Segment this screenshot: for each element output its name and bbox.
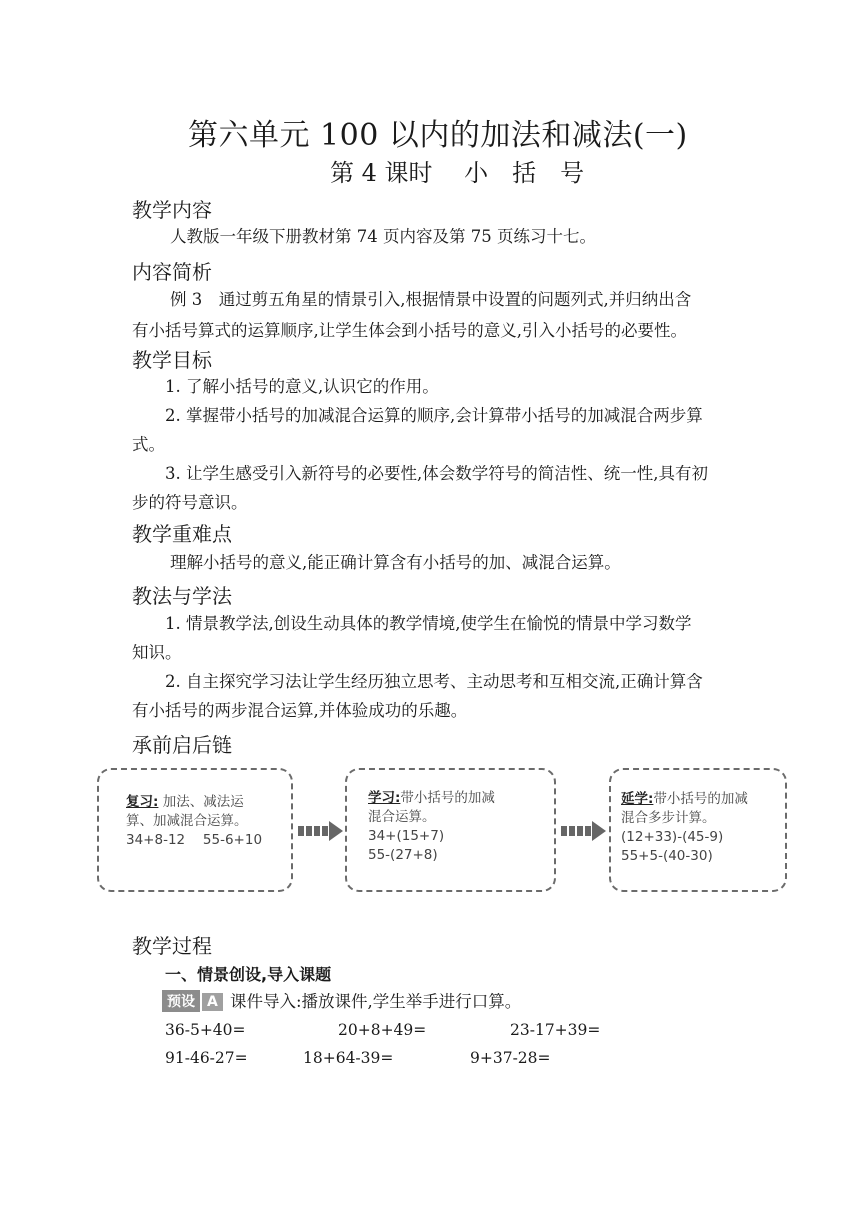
heading-methods: 教法与学法 — [132, 584, 232, 608]
lesson-subtitle: 第 4 课时 小 括 号 — [330, 159, 585, 187]
heading-summary: 内容简析 — [132, 260, 212, 284]
goal-2-line2: 式。 — [132, 435, 165, 454]
method-2-line2: 有小括号的两步混合运算,并体验成功的乐趣。 — [132, 701, 468, 720]
exercise-1: 36-5+40= — [165, 1021, 246, 1039]
exercise-6: 9+37-28= — [470, 1049, 551, 1067]
extend-label: 延学: — [621, 791, 654, 807]
preset-badge-label: 预设 — [162, 990, 200, 1012]
exercise-5: 18+64-39= — [303, 1049, 394, 1067]
preset-badge — [162, 990, 223, 1012]
review-label: 复习: — [126, 794, 159, 810]
method-2-line1: 2. 自主探究学习法让学生经历独立思考、主动思考和互相交流,正确计算含 — [165, 672, 703, 691]
extend-line3: (12+33)-(45-9) — [621, 829, 724, 845]
learn-line1: 带小括号的加减 — [400, 790, 495, 806]
learn-line3: 34+(15+7) — [368, 828, 445, 844]
goal-1: 1. 了解小括号的意义,认识它的作用。 — [165, 377, 439, 396]
content-text: 人教版一年级下册教材第 74 页内容及第 75 页练习十七。 — [170, 227, 596, 246]
extend-line4: 55+5-(40-30) — [621, 848, 713, 864]
preset-badge-letter: A — [202, 993, 223, 1011]
heading-content: 教学内容 — [132, 198, 212, 222]
learn-line4: 55-(27+8) — [368, 847, 438, 863]
process-intro: 课件导入:播放课件,学生举手进行口算。 — [230, 992, 522, 1011]
heading-process: 教学过程 — [132, 934, 212, 958]
heading-chain: 承前启后链 — [132, 733, 232, 757]
method-1-line2: 知识。 — [132, 643, 182, 662]
goal-3-line2: 步的符号意识。 — [132, 493, 248, 512]
heading-difficulty: 教学重难点 — [132, 522, 232, 546]
arrow-right-icon — [561, 821, 607, 841]
review-line3: 34+8-12 55-6+10 — [126, 832, 263, 848]
learn-label: 学习: — [368, 790, 401, 806]
method-1-line1: 1. 情景教学法,创设生动具体的教学情境,使学生在愉悦的情景中学习数学 — [165, 614, 692, 633]
process-part1: 一、情景创设,导入课题 — [165, 965, 332, 984]
arrow-right-icon — [298, 821, 344, 841]
page-title: 第六单元 100 以内的加法和减法(一) — [188, 118, 688, 153]
review-text — [126, 793, 262, 850]
extend-text — [621, 790, 748, 866]
exercise-2: 20+8+49= — [338, 1021, 427, 1039]
summary-line2: 有小括号算式的运算顺序,让学生体会到小括号的意义,引入小括号的必要性。 — [132, 321, 687, 340]
review-line2: 算、加减混合运算。 — [126, 813, 248, 829]
difficulty-text: 理解小括号的意义,能正确计算含有小括号的加、减混合运算。 — [170, 553, 621, 572]
exercise-3: 23-17+39= — [510, 1021, 601, 1039]
learn-text — [368, 789, 495, 865]
heading-goals: 教学目标 — [132, 348, 212, 372]
extend-line1: 带小括号的加减 — [653, 791, 748, 807]
review-line1: 加法、减法运 — [162, 794, 244, 810]
exercise-4: 91-46-27= — [165, 1049, 248, 1067]
summary-line1: 例 3 通过剪五角星的情景引入,根据情景中设置的问题列式,并归纳出含 — [170, 290, 692, 309]
goal-2-line1: 2. 掌握带小括号的加减混合运算的顺序,会计算带小括号的加减混合两步算 — [165, 406, 703, 425]
learn-line2: 混合运算。 — [368, 809, 436, 825]
goal-3-line1: 3. 让学生感受引入新符号的必要性,体会数学符号的简洁性、统一性,具有初 — [165, 464, 708, 483]
extend-line2: 混合多步计算。 — [621, 810, 716, 826]
